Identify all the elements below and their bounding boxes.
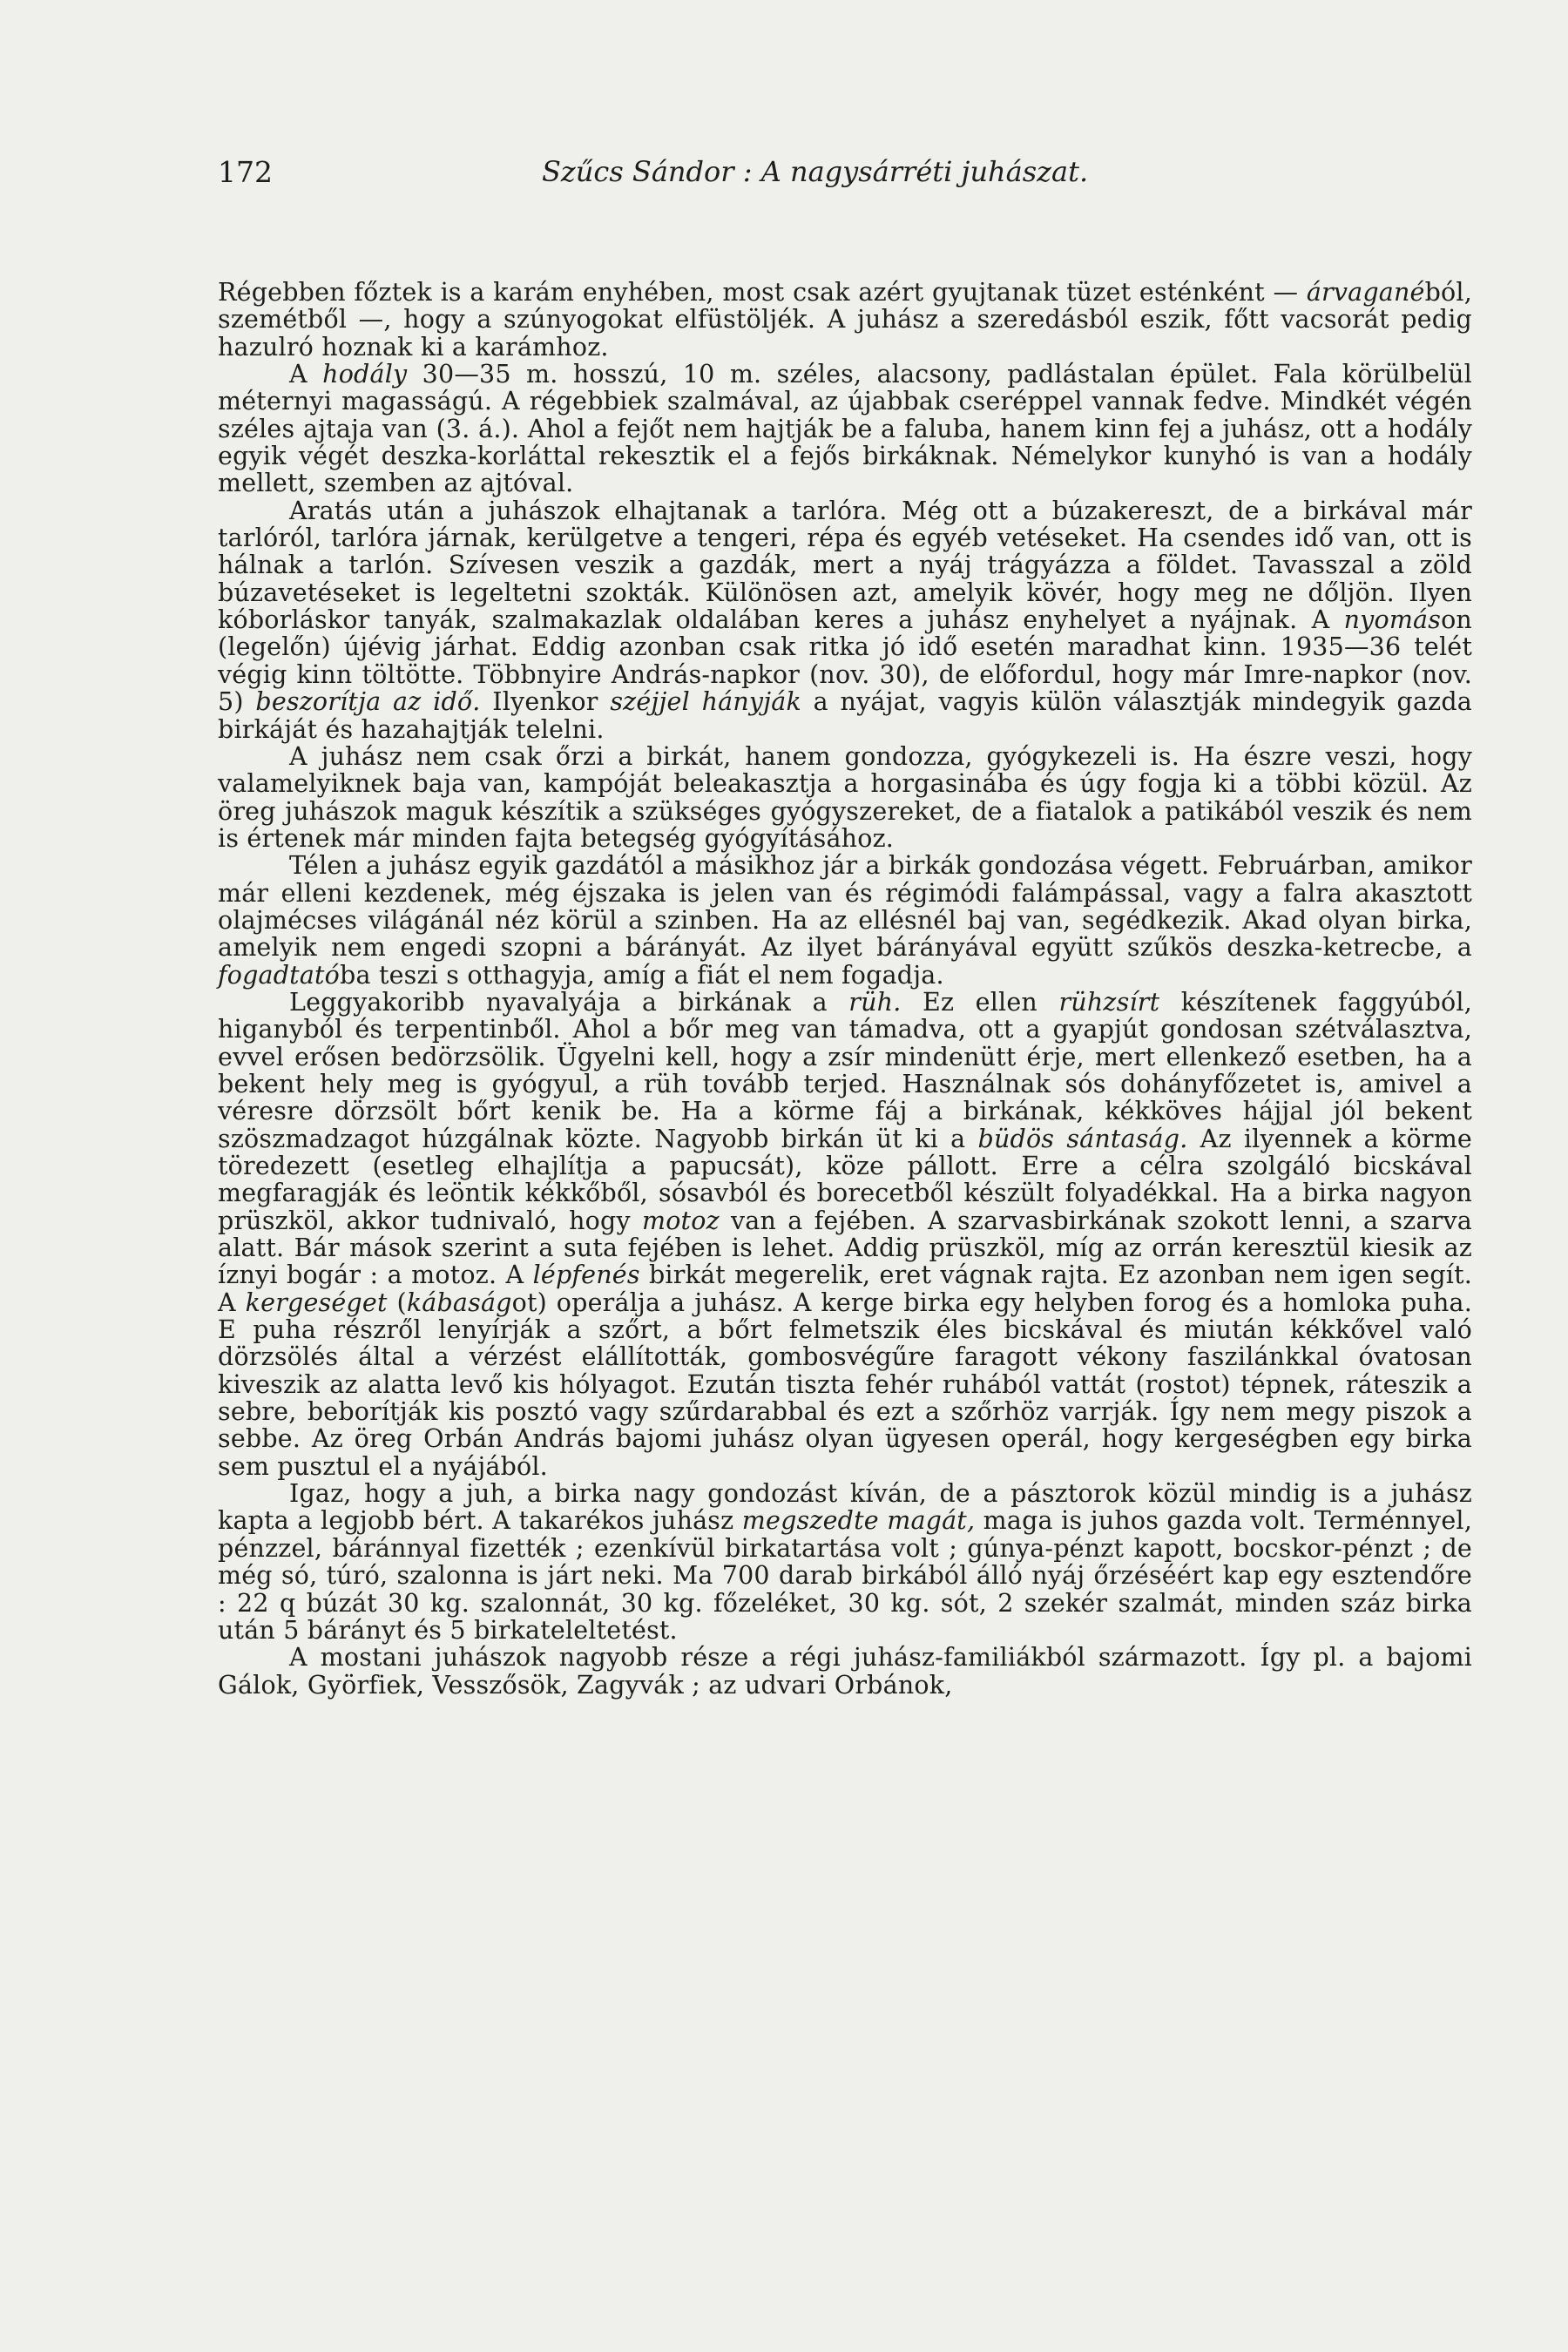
text-run: Az ilyennek a körme töredezett (esetleg elhajlítja a papucsát), köze pállott. Erre a célra szolgáló bicskával megfaragják és leöntik kékkőből, sósavból és borecetből készült folyadékkal. Ha a birka nagyon prüszköl, akkor tudnivaló, hogy	[218, 1124, 1473, 1235]
text-run: készítenek faggyúból, higanyból és terpentinből. Ahol a bőr meg van támadva, ott a gyapjút gondosan szétválasztva, evvel erősen bedörzsölik. Ügyelni kell, hogy a zsír mindenütt érje, mert ellenkező esetben, ha a bekent hely meg is gyógyul, a rüh tovább terjed. Használnak sós dohányfőzetet is, amivel a véresre dörzsölt bőrt kenik be. Ha a körme fáj a birkának, kékköves hájjal jól bekent szöszmadzagot húzgálnak közte. Nagyobb birkán üt ki a	[218, 987, 1472, 1153]
italic-term: kábaság	[406, 1288, 512, 1317]
text-run: Régebben főztek is a karám enyhében, most csak azért gyujtanak tüzet esténként —	[218, 278, 1307, 307]
paragraph	[218, 743, 1472, 852]
italic-term: hodály	[322, 360, 408, 389]
text-run: van a fejében. A szarvasbirkának szokott lenni, a szarva alatt. Bár mások szerint a suta fejében is lehet. Addig prüszköl, míg az orrán keresztül kiesik az íznyi bogár : a motoz. A	[218, 1206, 1472, 1290]
text-run: Leggyakoribb nyavalyája a birkának a	[289, 987, 849, 1017]
text-run: on (legelőn) újévig járhat. Eddig azonban csak ritka jó idő esetén maradhat kinn. 1935—36 telét végig kinn töltötte. Többnyire András-napkor (nov. 30), de előfordul, hogy már Imre-napkor (nov. 5)	[218, 605, 1472, 717]
text-run: maga is juhos gazda volt. Terménnyel, pénzzel, báránnyal fizették ; ezenkívül birkatartása volt ; gúnya-pénzt kapott, bocskor-pénzt ; de még só, túró, szalonna is járt neki. Ma 700 darab birkából álló nyáj őrzéséért kap egy esztendőre : 22 q búzát 30 kg. szalonnát, 30 kg. főzeléket, 30 kg. sót, 2 szekér szalmát, minden száz birka után 5 bárányt és 5 birkateleltetést.	[218, 1506, 1472, 1645]
text-run: 30—35 m. hosszú, 10 m. széles, alacsony, padlástalan épület. Fala körülbelül méternyi magasságú. A régebbiek szalmával, az újabbak cseréppel vannak fedve. Mindkét végén széles ajtaja van (3. á.). Ahol a fejőt nem hajtják be a faluba, hanem kinn fej a juhász, ott a hodály egyik végét deszka-korláttal rekesztik el a fejős birkáknak. Némelykor kunyhó is van a hodály mellett, szemben az ajtóval.	[218, 360, 1472, 498]
italic-term: megszedte magát,	[741, 1506, 976, 1536]
paragraph	[218, 497, 1472, 743]
paragraph	[218, 1480, 1472, 1644]
text-run: ból, szemétből —, hogy a szúnyogokat elfüstöljék. A juhász a szeredásból eszik, főtt vacsorát pedig hazulró hoznak ki a karámhoz.	[218, 278, 1472, 362]
italic-term: fogadtató	[218, 960, 341, 990]
text-run: a nyájat, vagyis külön választják mindegyik gazda birkáját és hazahajtják telelni.	[218, 687, 1472, 744]
italic-term: kergeséget	[245, 1288, 388, 1317]
running-title: Szűcs Sándor : A nagysárréti juhászat.	[542, 155, 1089, 188]
text-run: A juhász nem csak őrzi a birkát, hanem gondozza, gyógykezeli is. Ha észre veszi, hogy valamelyiknek baja van, kampóját beleakasztja a horgasinába és úgy fogja ki a többi közül. Az öreg juhászok maguk készítik a szükséges gyógyszereket, de a fiatalok a patikából veszik és nem is értenek már minden fajta betegség gyógyításához.	[218, 741, 1472, 853]
italic-term: beszorítja az idő.	[255, 687, 481, 717]
paragraph	[218, 852, 1472, 989]
text-run: Télen a juhász egyik gazdától a másikhoz jár a birkák gondozása végett. Februárban, amikor már elleni kezdenek, még éjszaka is jelen van és régimódi falámpással, vagy a falra akasztott olajmécses világánál néz körül a szinben. Ha az ellésnél baj van, segédkezik. Akad olyan birka, amelyik nem engedi szopni a bárányát. Az ilyet bárányával együtt szűkös deszka-ketrecbe, a	[218, 851, 1472, 963]
text-run: birkát megerelik, eret vágnak rajta. Ez azonban nem igen segít. A	[218, 1260, 1472, 1317]
italic-term: lépfenés	[532, 1260, 640, 1290]
italic-term: rüh.	[848, 987, 902, 1017]
body-text	[218, 279, 1472, 1699]
text-run: A mostani juhászok nagyobb része a régi juhász-familiákból származott. Így pl. a bajomi Gálok, Györfiek, Vesszősök, Zagyvák ; az udvari Orbánok,	[218, 1643, 1472, 1700]
text-run: Aratás után a juhászok elhajtanak a tarlóra. Még ott a búzakereszt, de a birkával már tarlóról, tarlóra járnak, kerülgetve a tengeri, répa és egyéb vetéseket. Ha csendes idő van, ott is hálnak a tarlón. Szívesen veszik a gazdák, mert a nyáj trágyázza a földet. Tavasszal a zöld búzavetéseket is legeltetni szokták. Különösen azt, amelyik kövér, hogy meg ne dőljön. Ilyen kóborláskor tanyák, szalmakazlak oldalában keres a juhász enyhelyet a nyájnak. A	[218, 496, 1472, 635]
italic-term: nyomás	[1343, 605, 1442, 635]
page-number: 172	[218, 155, 273, 189]
paragraph	[218, 989, 1472, 1480]
page-header	[218, 155, 1472, 195]
paragraph	[218, 1644, 1472, 1699]
text-run: Igaz, hogy a juh, a birka nagy gondozást kíván, de a pásztorok közül mindig is a juhász kapta a legjobb bért. A takarékos juhász	[218, 1479, 1472, 1536]
italic-term: árvagané	[1306, 278, 1425, 307]
text-run: ot) operálja a juhász. A kerge birka egy helyben forog és a homloka puha. E puha részről lenyírják a szőrt, a bőrt felmetszik éles bicskával és miután kékkővel való dörzsölés által a vérzést elállították, gombosvégűre faragott vékony faszilánkkal óvatosan kiveszik az alatta levő kis hólyagot. Ezután tiszta fehér ruhából vattát (rostot) tépnek, ráteszik a sebre, beborítják kis posztó vagy szűrdarabbal és ezt a szőrhöz varrják. Így nem megy piszok a sebbe. Az öreg Orbán András bajomi juhász olyan ügyesen operál, hogy kergeségben egy birka sem pusztul el a nyájából.	[218, 1288, 1472, 1481]
italic-term: büdös sántaság.	[977, 1124, 1188, 1153]
text-run: A	[289, 360, 323, 389]
text-run: ba teszi s otthagyja, amíg a fiát el nem fogadja.	[340, 960, 944, 990]
text-run: (	[387, 1288, 407, 1317]
italic-term: rühzsírt	[1058, 987, 1160, 1017]
paragraph	[218, 361, 1472, 497]
paragraph	[218, 279, 1472, 361]
italic-term: széjjel hányják	[610, 687, 801, 717]
text-run: Ilyenkor	[480, 687, 611, 717]
text-run: Ez ellen	[901, 987, 1059, 1017]
italic-term: motoz	[641, 1206, 720, 1235]
